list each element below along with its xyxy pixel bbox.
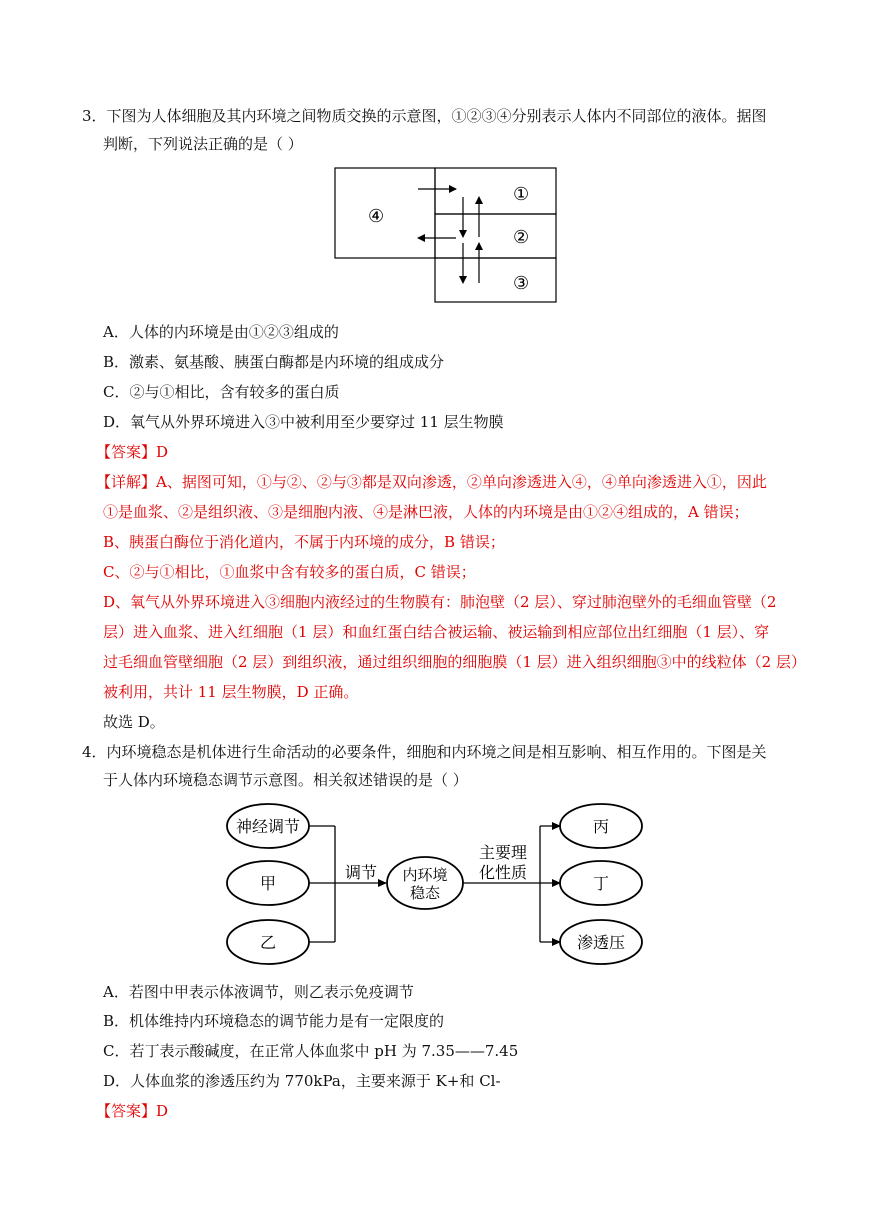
q3-explain-line5: D、氧气从外界环境进入③细胞内液经过的生物膜有：肺泡壁（2 层）、穿过肺泡壁外的毛细血管壁（2 bbox=[103, 593, 777, 611]
q4-answer: 【答案】D bbox=[96, 1102, 169, 1120]
q3-box-3 bbox=[435, 258, 556, 302]
q4-property-line2: 化性质 bbox=[478, 863, 528, 882]
q3-label-3: ③ bbox=[513, 273, 530, 294]
q4-option-c: C．若丁表示酸碱度，在正常人体血浆中 pH 为 7.35——7.45 bbox=[103, 1042, 519, 1060]
q4-stem-line2: 于人体内环境稳态调节示意图。相关叙述错误的是（ ） bbox=[103, 771, 468, 789]
q3-explain-line4: C、②与①相比，①血浆中含有较多的蛋白质，C 错误； bbox=[103, 563, 476, 581]
q3-option-c: C．②与①相比，含有较多的蛋白质 bbox=[103, 383, 340, 401]
q3-label-1: ① bbox=[513, 184, 530, 205]
q3-label-4: ④ bbox=[368, 206, 385, 227]
q3-box-4 bbox=[335, 168, 435, 258]
q4-node-ding-label: 丁 bbox=[592, 874, 610, 893]
q3-explain-line7: 过毛细血管壁细胞（2 层）到组织液，通过组织细胞的细胞膜（1 层）进入组织细胞③中的线粒体（2 层） bbox=[103, 653, 806, 671]
q3-explain-line8: 被利用，共计 11 层生物膜，D 正确。 bbox=[103, 683, 359, 701]
q3-explain-line1: 【详解】A、据图可知，①与②、②与③都是双向渗透，②单向渗透进入④，④单向渗透进入①，因此 bbox=[96, 473, 767, 491]
q3-explain-line2: ①是血浆、②是组织液、③是细胞内液、④是淋巴液，人体的内环境是由①②④组成的，A 错误； bbox=[103, 503, 749, 521]
q4-stem-line1: 4．内环境稳态是机体进行生命活动的必要条件，细胞和内环境之间是相互影响、相互作用的。下图是关 bbox=[82, 743, 767, 761]
q4-node-jia-label: 甲 bbox=[259, 874, 277, 893]
q3-explain-line6: 层）进入血浆、进入红细胞（1 层）和血红蛋白结合被运输、被运输到相应部位出红细胞（1 层）、穿 bbox=[103, 623, 770, 641]
q3-option-a: A．人体的内环境是由①②③组成的 bbox=[103, 323, 339, 341]
q3-explain-line3: B、胰蛋白酶位于消化道内，不属于内环境的成分，B 错误； bbox=[103, 533, 505, 551]
q3-stem-line2: 判断，下列说法正确的是（ ） bbox=[103, 135, 303, 153]
q4-node-bing-label: 丙 bbox=[592, 817, 610, 836]
q3-box-1 bbox=[435, 168, 556, 214]
q3-stem-line1: 3．下图为人体细胞及其内环境之间物质交换的示意图，①②③④分别表示人体内不同部位的液体。据图 bbox=[82, 107, 767, 125]
q4-node-yi-label: 乙 bbox=[259, 933, 277, 952]
q3-label-2: ② bbox=[513, 227, 530, 248]
q4-option-d: D．人体血浆的渗透压约为 770kPa，主要来源于 K+和 Cl- bbox=[103, 1072, 501, 1090]
q4-node-osmotic-label: 渗透压 bbox=[576, 933, 626, 952]
q4-node-neural-label: 神经调节 bbox=[235, 817, 301, 836]
q3-option-d: D．氧气从外界环境进入③中被利用至少要穿过 11 层生物膜 bbox=[103, 413, 504, 431]
q4-homeostasis-line1: 内环境 bbox=[402, 866, 448, 884]
q4-diagram bbox=[220, 800, 660, 970]
q4-regulate-label: 调节 bbox=[344, 863, 378, 882]
q4-option-a: A．若图中甲表示体液调节，则乙表示免疫调节 bbox=[103, 983, 414, 1001]
q3-box-2 bbox=[435, 214, 556, 258]
q4-homeostasis-line2: 稳态 bbox=[409, 884, 441, 902]
q3-option-b: B．激素、氨基酸、胰蛋白酶都是内环境的组成成分 bbox=[103, 353, 445, 371]
q4-property-line1: 主要理 bbox=[478, 843, 528, 862]
q3-conclusion: 故选 D。 bbox=[103, 713, 165, 731]
q3-answer: 【答案】D bbox=[96, 443, 169, 461]
q3-diagram bbox=[330, 165, 562, 307]
q4-option-b: B．机体维持内环境稳态的调节能力是有一定限度的 bbox=[103, 1012, 445, 1030]
